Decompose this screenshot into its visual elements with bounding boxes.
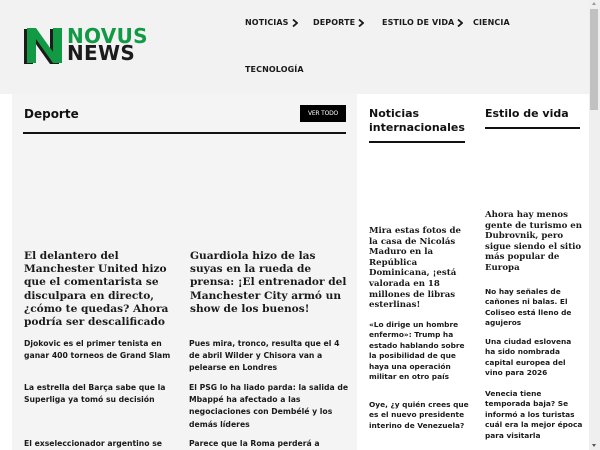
nav-label: ESTILO DE VIDA [382,18,455,27]
chevron-right-icon [292,19,298,27]
article-link[interactable]: El exseleccionador argentino se [24,439,163,448]
nav-label: TECNOLOGÍA [245,65,304,74]
scroll-up-arrow-icon[interactable] [592,2,596,5]
site-logo[interactable] [24,24,159,66]
nav-label: NOTICIAS [245,18,289,27]
section-divider [369,141,465,143]
featured-article-link[interactable]: Guardiola hizo de las suyas en la rueda de prensa: ¡El entrenador del Manchester City armó un show de los buenos! [190,250,347,315]
section-title-deporte: Deporte [24,107,79,121]
scroll-down-arrow-icon[interactable] [592,444,596,447]
site-header [0,0,589,94]
logo-line-novus: NOVUS [67,24,148,48]
nav-label: DEPORTE [313,18,356,27]
chevron-right-icon [457,19,463,27]
page-scrollbar[interactable] [589,0,600,450]
article-link[interactable]: Pues mira, tronco, resulta que el 4 de abril Wilder y Chisora van a pelearse en Londres [189,339,340,373]
nav-item-tecnologia[interactable] [245,65,304,74]
section-divider [23,132,346,134]
article-link[interactable]: Una ciudad eslovena ha sido nombrada capital europea del vino para 2026 [485,337,572,378]
article-link[interactable]: Parece que la Roma perderá a [189,439,320,448]
logo-wordmark [67,24,148,65]
ver-todo-button[interactable]: VER TODO [300,105,346,122]
nav-item-deporte[interactable] [313,18,364,27]
section-title-estilo: Estilo de vida [485,107,569,120]
featured-article-link[interactable]: Mira estas fotos de la casa de Nicolás Maduro en la República Dominicana, ¡está valorada en 18 millones de libras esterlinas! [369,226,461,311]
article-link[interactable]: Venecia tiene temporada baja? Se informó a los turistas cuál era la mejor época para visitarla [485,389,583,440]
article-link[interactable]: «Lo dirige un hombre enfermo»: Trump ha estado hablando sobre la posibilidad de que haya una operación militar en otro país [369,320,465,382]
section-divider [485,127,580,129]
article-image-placeholder[interactable] [189,138,346,243]
nav-label: CIENCIA [473,18,510,27]
article-image-placeholder[interactable] [23,138,180,243]
nav-item-noticias[interactable] [245,18,298,27]
featured-article-link[interactable]: El delantero del Manchester United hizo que el comentarista se disculpara en directo, ¿cómo te quedas? Ahora podría ser descalificado [24,250,169,329]
scrollbar-thumb[interactable] [590,9,598,110]
deporte-section [12,94,357,450]
article-link[interactable]: Oye, ¿y quién crees que es el nuevo presidente interino de Venezuela? [369,400,469,430]
article-link[interactable]: Djokovic es el primer tenista en ganar 400 torneos de Grand Slam [24,339,171,361]
article-link[interactable]: La estrella del Barça sabe que la Superliga ya tomó su decisión [24,383,166,405]
featured-article-link[interactable]: Ahora hay menos gente de turismo en Dubrovnik, pero sigue siendo el sitio más popular de Europa [485,210,583,273]
logo-line-news: NEWS [67,41,136,65]
nav-item-ciencia[interactable] [473,18,510,27]
chevron-right-icon [358,19,364,27]
section-title-internacionales: Noticias internacionales [369,107,465,134]
article-link[interactable]: No hay señales de cañones ni balas. El Coliseo está lleno de agujeros [485,287,572,328]
main-nav [245,0,585,94]
logo-n-icon [24,28,62,65]
nav-item-estilo-de-vida[interactable] [382,18,463,27]
article-link[interactable]: El PSG lo ha liado parda: la salida de Mbappé ha afectado a las negociaciones con Dembélé y los demás líderes [189,383,349,429]
